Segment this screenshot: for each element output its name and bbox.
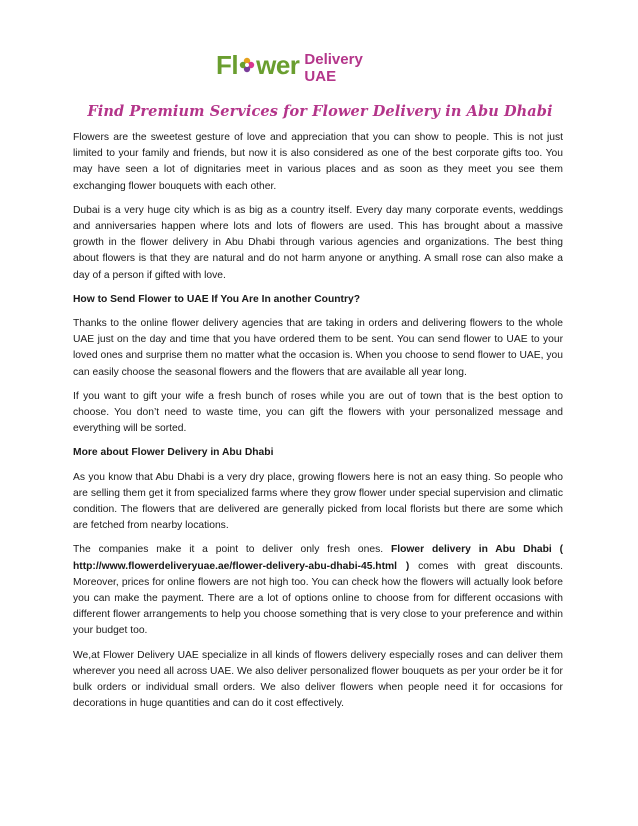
flower-delivery-link[interactable]: Flower delivery in Abu Dhabi ( http://www.flowerdeliveryuae.ae/flower-delivery-abu-dhabi-45.html ) <box>73 544 564 572</box>
paragraph: If you want to gift your wife a fresh bunch of roses while you are out of town that is the best option to choose. You don’t need to waste time, you can gift the flowers with your personalized message and everything will be sorted. <box>73 390 563 435</box>
logo-text-rest: Delivery UAE <box>304 51 363 85</box>
paragraph-text: comes with great discounts. Moreover, prices for online flowers are not high too. You can check how the flowers will actually look before you can make the payment. There are a lot of options online to choose from for different occasions with different flower arrangements to help you choose something that is very close to your preference and within your budget too. <box>73 560 563 637</box>
logo-text-prefix: Fl <box>216 49 239 80</box>
paragraph: Thanks to the online flower delivery agencies that are taking in orders and delivering flowers to the whole UAE just on the day and time that you have ordered them to be sent. You can send flower to UAE to your loved ones and surprise them no matter what the occasion is. When you choose to send flower to UAE, you can easily choose the seasonal flowers and the flowers that are available all year long. <box>73 318 563 378</box>
article-body <box>73 130 563 721</box>
paragraph: Flowers are the sweetest gesture of love and appreciation that you can show to people. This is not just limited to your family and friends, but now it is also considered as one of the best corporate gifts too. You may have seen a lot of dignitaries meet in various places and as soon as they meet you see them exchanging flower bouquets with each other. <box>73 132 563 192</box>
paragraph: Dubai is a very huge city which is as big as a country itself. Every day many corporate events, weddings and anniversaries happen where lots and lots of flowers are used. This has brought about a massive growth in the flower delivery in Abu Dhabi through various agencies and organizations. The best thing about flowers is that they are natural and do not harm anyone or anything. A small rose can also make a day of a person if gifted with love. <box>73 204 563 281</box>
paragraph: As you know that Abu Dhabi is a very dry place, growing flowers here is not an easy thing. So people who are selling them get it from specialized farms where they grow flower under special supervision and climatic condition. The flowers that are delivered are generally picked from local florists but there are some which are fetched from nearby locations. <box>73 471 563 532</box>
logo-text-suffix: wer <box>256 49 300 80</box>
paragraph-text: The companies make it a point to deliver only fresh ones. <box>73 544 391 556</box>
paragraph: We,at Flower Delivery UAE specialize in all kinds of flowers delivery especially roses and can deliver them wherever you need all across UAE. We also deliver personalized flower bouquets as per your order be it for bulk orders or individual small orders. We also deliver flowers when people need it for occasions for decorations in huge quantities and can do it cost effectively. <box>73 649 563 710</box>
paragraph-with-link <box>73 542 563 639</box>
section-heading: How to Send Flower to UAE If You Are In another Country? <box>73 293 360 305</box>
flower-icon <box>239 57 255 73</box>
section-heading: More about Flower Delivery in Abu Dhabi <box>73 447 274 459</box>
brand-logo[interactable] <box>216 47 376 83</box>
page-title: Find Premium Services for Flower Delivery in Abu Dhabi <box>87 103 553 120</box>
